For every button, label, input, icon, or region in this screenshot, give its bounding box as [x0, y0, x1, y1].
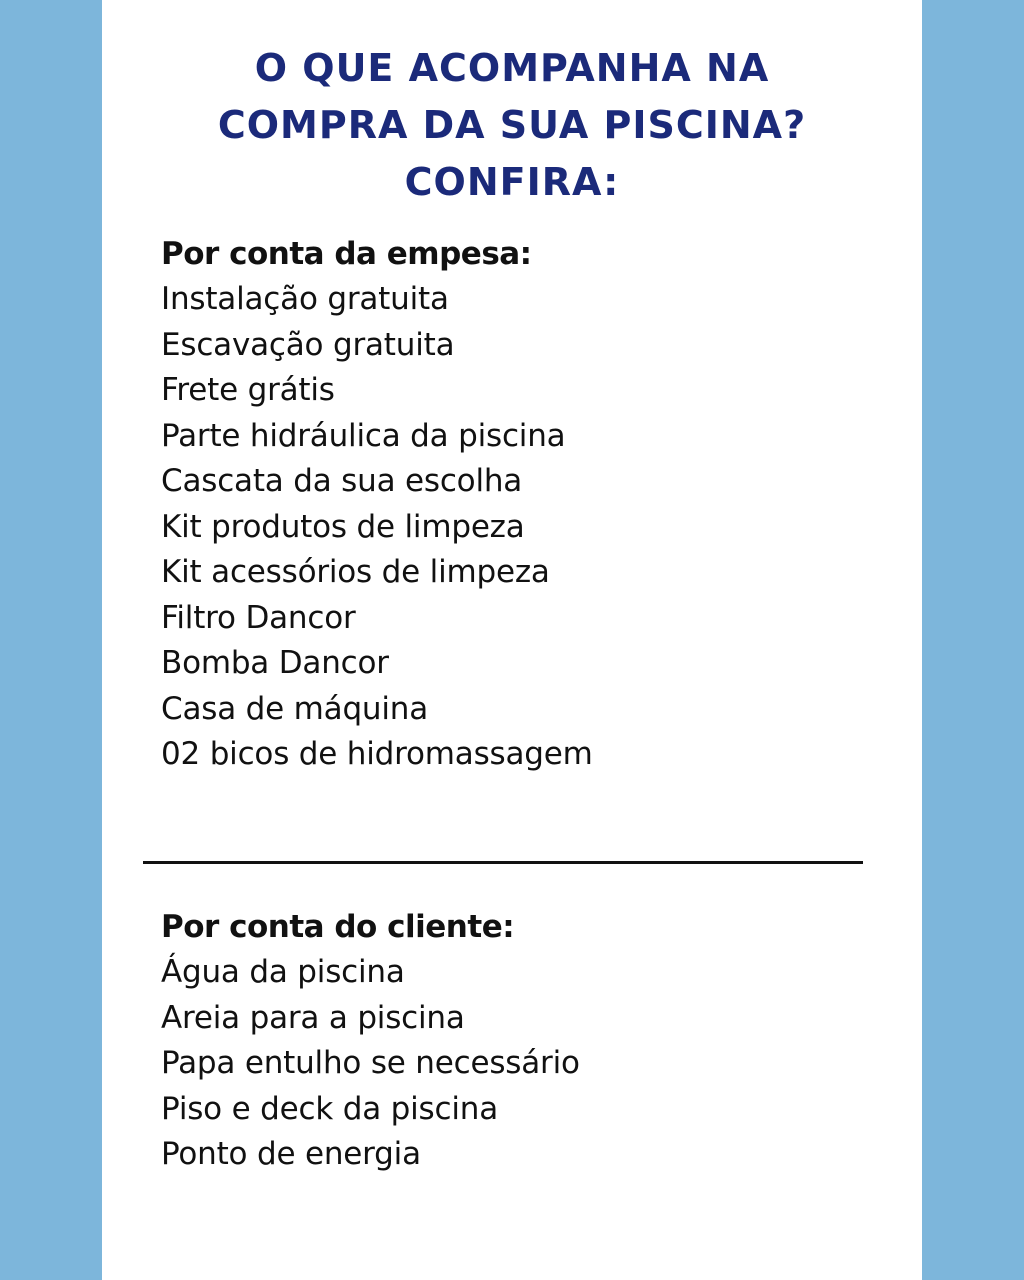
- content-card: [102, 0, 922, 1280]
- page-title: [102, 40, 922, 211]
- list-item: Instalação gratuita: [161, 281, 449, 317]
- list-item: Bomba Dancor: [161, 645, 389, 681]
- title-line-2: COMPRA DA SUA PISCINA?: [217, 103, 807, 147]
- list-item: Filtro Dancor: [161, 599, 356, 636]
- client-section-heading: Por conta do cliente:: [161, 909, 515, 945]
- title-line-1: O QUE ACOMPANHA NA: [254, 46, 770, 90]
- client-section: [161, 904, 881, 1178]
- list-item: Papa entulho se necessário: [161, 1045, 580, 1081]
- list-item: Ponto de energia: [161, 1136, 421, 1172]
- list-item: Piso e deck da piscina: [161, 1090, 498, 1127]
- list-item: 02 bicos de hidromassagem: [161, 736, 593, 772]
- list-item: Frete grátis: [161, 372, 335, 408]
- list-item: Cascata da sua escolha: [161, 463, 523, 499]
- list-item: Casa de máquina: [161, 690, 429, 727]
- list-item: Escavação gratuita: [161, 326, 455, 363]
- title-line-3: CONFIRA:: [404, 160, 620, 204]
- section-divider: [143, 861, 863, 864]
- company-section: [161, 231, 881, 778]
- list-item: Parte hidráulica da piscina: [161, 417, 566, 454]
- list-item: Água da piscina: [161, 954, 405, 990]
- list-item: Kit produtos de limpeza: [161, 508, 525, 545]
- company-section-heading: Por conta da empesa:: [161, 236, 532, 272]
- list-item: Areia para a piscina: [161, 999, 465, 1036]
- list-item: Kit acessórios de limpeza: [161, 554, 550, 590]
